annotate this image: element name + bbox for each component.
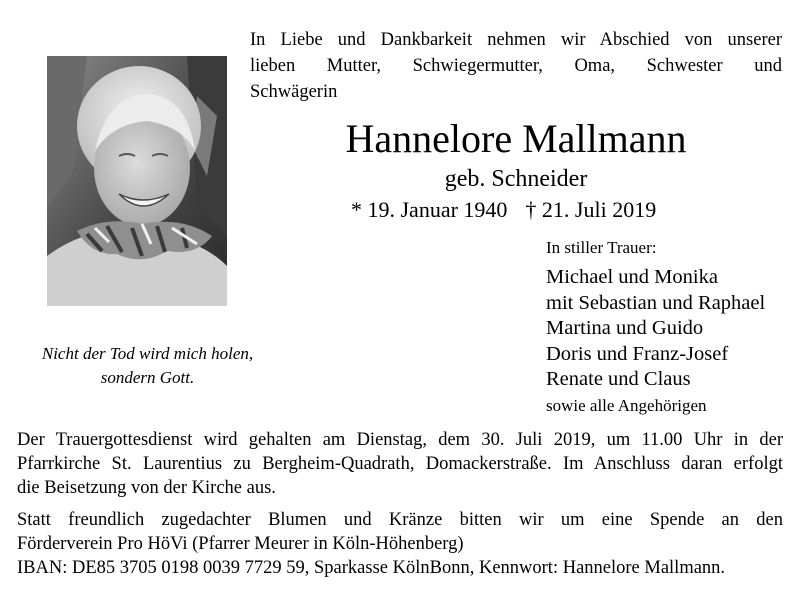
mourners-others: sowie alle Angehörigen [546, 395, 707, 415]
service-info [17, 428, 783, 500]
deceased-name: Hannelore Mallmann [345, 116, 687, 161]
intro-text [250, 27, 782, 105]
quote-line: Nicht der Tod wird mich holen, [41, 344, 254, 363]
mourners-list [546, 265, 765, 418]
quote [15, 342, 280, 390]
donation-line: Förderverein Pro HöVi (Pfarrer Meurer in Köln-Höhenberg) [17, 534, 464, 554]
donation-info [17, 508, 783, 580]
donation-line: IBAN: DE85 3705 0198 0039 7729 59, Sparkasse KölnBonn, Kennwort: Hannelore Mallmann. [17, 558, 726, 578]
maiden-name: geb. Schneider [444, 166, 588, 192]
service-line: Der Trauergottesdienst wird gehalten am Dienstag, dem 30. Juli 2019, um 11.00 Uhr in der [17, 430, 783, 450]
death-date: † 21. Juli 2019 [525, 197, 657, 222]
mourner-name: Michael und Monika [546, 266, 718, 288]
intro-line: Schwägerin [250, 82, 338, 102]
quote-line: sondern Gott. [100, 368, 195, 387]
intro-line: lieben Mutter, Schwiegermutter, Oma, Schwester und [250, 56, 782, 76]
intro-line: In Liebe und Dankbarkeit nehmen wir Abschied von unserer [250, 30, 782, 50]
donation-line: Statt freundlich zugedachter Blumen und Kränze bitten wir um eine Spende an den [17, 510, 783, 530]
mourner-name: mit Sebastian und Raphael [546, 291, 766, 314]
mourner-name: Renate und Claus [546, 368, 691, 390]
mourners-title: In stiller Trauer: [546, 238, 657, 257]
life-dates [351, 196, 656, 224]
portrait-photo [47, 56, 227, 306]
service-line: Pfarrkirche St. Laurentius zu Bergheim-Quadrath, Domackerstraße. Im Anschluss daran erfolgt [17, 454, 783, 474]
mourner-name: Martina und Guido [546, 317, 704, 339]
mourner-name: Doris und Franz-Josef [546, 342, 729, 365]
birth-date: * 19. Januar 1940 [351, 197, 508, 222]
service-line: die Beisetzung von der Kirche aus. [17, 478, 276, 498]
